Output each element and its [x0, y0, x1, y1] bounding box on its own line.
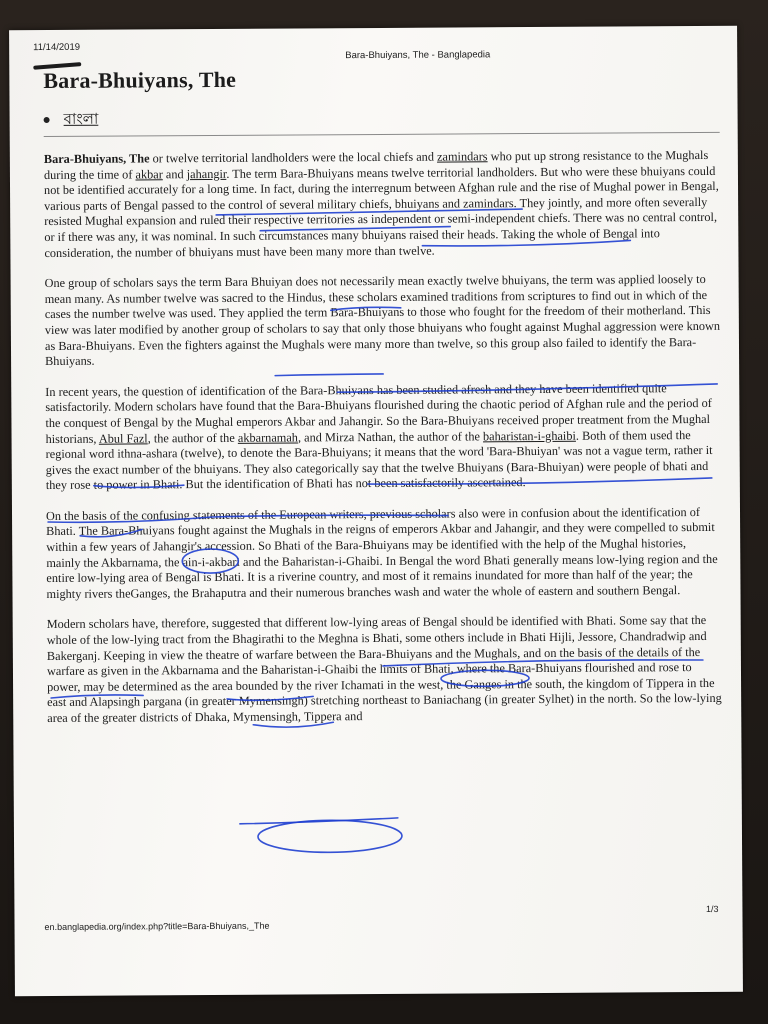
- bangla-language-link[interactable]: বাংলা: [63, 109, 99, 128]
- article-body: [44, 148, 724, 742]
- text-run: or twelve territorial landholders were the local chiefs and: [149, 149, 438, 166]
- paragraph-4: On the basis of the confusing statements of the European writers, previous scholars also were in confusion about the identification of Bhati. The Bara-Bhuiyans fought against the Mughals in the reigns of emperors Akbar and Jahangir, and they were compelled to submit within a few years of Jahangir's accession. So Bhati of the Bara-Bhuiyans may be identified with the help of the Mughal histories, mainly the Akbarnama, the ain-i-akbari and the Baharistan-i-Ghaibi. In Bengal the word Bhati generally means low-lying region and the entire low-lying area of Bengal is Bhati. It is a riverine country, and most of it remains inundated for more than half of the year; the mighty rivers theGanges, the Brahaputra and their numerous branches wash and water the whole of eastern and southern Bengal.: [45, 504, 718, 601]
- paragraph-5: Modern scholars have, therefore, suggested that different low-lying areas of Bengal should be identified with Bhati. Some say that the whole of the low-lying tract from the Bhagirathi to the Meghna is Bhati, some others include in Bhati Hijli, Jessore, Chandradwip and Bakerganj. Keeping in view the theatre of warfare between the Bara-Bhuiyans and the Mughals, and on the basis of the details of the warfare as given in the Akbarnama and the Baharistan-i-Ghaibi the limits of Bhati, where the Bara-Bhuiyans flourished and rose to power, may be determined as the area bounded by the river Ichamati in the west, the Ganges in the south, the kingdom of Tippera in the east and Alapsingh pargana (in greater Mymensingh) stretching northeast to Baniachang (in greater Sylhet) in the north. So the low-lying area of the greater districts of Dhaka, Mymensingh, Tippera and: [46, 613, 722, 726]
- paragraph-2: One group of scholars says the term Bara Bhuiyan does not necessarily mean exactly twelve bhuiyans, the term was applied loosely to mean many. As number twelve was sacred to the Hindus, these scholars examined traditions from scriptures to find out in which of the cases the number twelve was used. They applied the term Bara-Bhuiyans to those who fought for the freedom of their motherland. This view was later modified by another group of scholars to say that only those bhuiyans who fought against Mughal aggression were known as Bara-Bhuiyans. Even the fighters against the Mughals were many more than twelve, so this group also failed to identify the Bara-Bhuiyans.: [44, 272, 721, 369]
- link-abul-fazl[interactable]: Abul Fazl: [98, 430, 148, 446]
- lead-term: Bara-Bhuiyans, The: [43, 151, 150, 167]
- bullet-icon: [44, 116, 50, 122]
- paragraph-3: [45, 381, 722, 494]
- title-divider: [44, 132, 720, 137]
- link-akbar[interactable]: akbar: [135, 166, 163, 182]
- paragraph-1: [44, 148, 721, 261]
- print-header: [33, 38, 717, 60]
- printed-page: [9, 26, 743, 996]
- text-run: , the author of the: [147, 430, 238, 445]
- link-zamindars[interactable]: zamindars: [436, 149, 488, 164]
- link-akbarnamah[interactable]: akbarnamah: [237, 429, 298, 445]
- circle-mark: [258, 820, 402, 853]
- print-date: 11/14/2019: [33, 41, 81, 54]
- text-run: and: [162, 166, 187, 181]
- print-page-title: Bara-Bhuiyans, The - Banglapedia: [345, 49, 491, 62]
- page-url: en.banglapedia.org/index.php?title=Bara-Bhuiyans,_The: [44, 920, 270, 933]
- text-run: . Both of them used the regional word ithna-ashara (twelve), to denote the Bara-Bhuiyans; it means that the word 'Bara-Bhuiyan' was not a vague term, rather it gives the exact number of the bhuiyans. They also categorically say that the twelve Bhuiyans (Bara-Bhuiyan) were people of bhati and they rose to power in Bhati. But the identification of Bhati has not been satisfactorily ascertained.: [45, 427, 713, 493]
- print-footer: [44, 903, 724, 934]
- text-run: , and Mirza Nathan, the author of the: [297, 428, 484, 444]
- link-jahangir[interactable]: jahangir: [186, 166, 227, 181]
- underline-mark: [240, 818, 398, 824]
- link-baharistan-i-ghaibi[interactable]: baharistan-i-ghaibi: [482, 428, 576, 443]
- article-title: Bara-Bhuiyans, The: [43, 66, 237, 94]
- page-number: 1/3: [705, 903, 719, 914]
- language-list: [44, 108, 99, 133]
- text-run: In recent years, the question of identification of the Bara-Bhuiyans has been studied afresh and they have been identified quite satisfactorily. Modern scholars have found that the Bara-Bhuiyans flourished during the chaotic period of Afghan rule and the period of the conquest of Bengal by the Mughal emperors Akbar and Jahangir. So the Bara-Bhuiyans received proper treatment from the Mughal historians,: [45, 380, 712, 446]
- text-run: who put up strong resistance to the Mughals during the time of: [43, 147, 709, 182]
- text-run: . The term Bara-Bhuiyans means twelve territorial landholders. But who were these bhuiyans could not be identified accurately for a long time. In fact, during the interregnum between Afghan rule and the rise of Mughal power in Bengal, various parts of Bengal passed to the control of several military chiefs, bhuiyans and zamindars. They jointly, and more often severally resisted Mughal expansion and ruled their respective territories as independent or semi-independent chiefs. There was no central control, or if there was any, it was nominal. In such circumstances many bhuiyans raised their heads. Taking the whole of Bengal into consideration, the number of bhuiyans must have been many more than twelve.: [43, 163, 719, 260]
